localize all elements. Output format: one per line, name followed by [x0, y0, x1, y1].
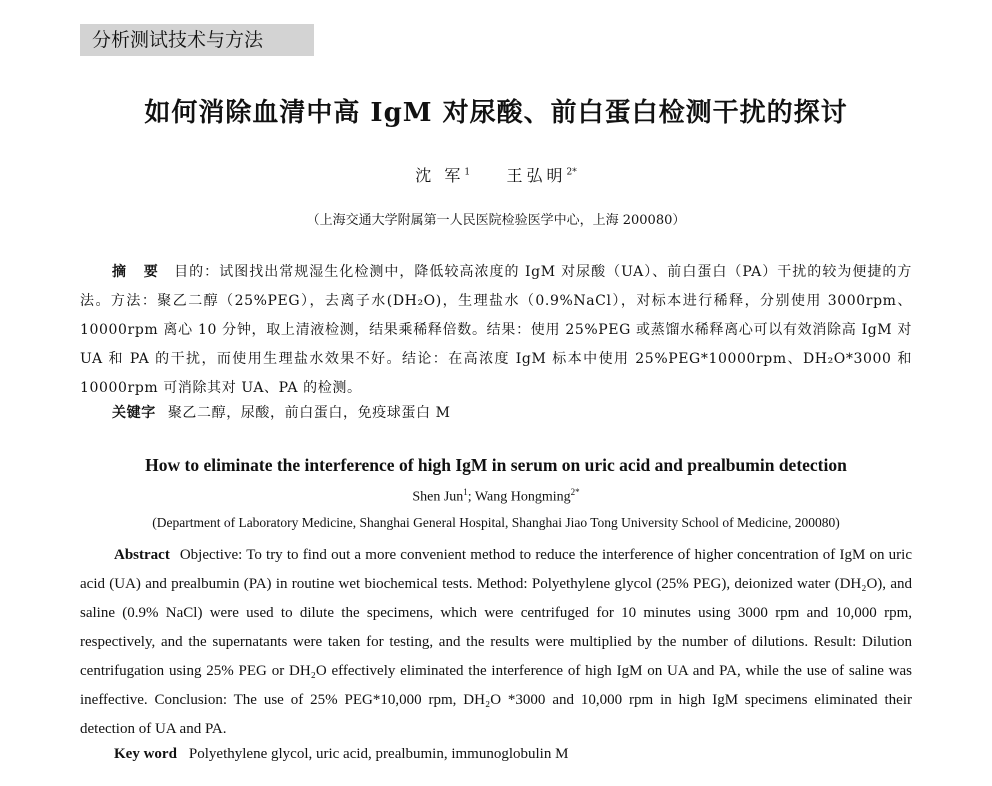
author-name: ; Wang Hongming	[467, 489, 571, 505]
keywords-label-cn: 关键字	[112, 405, 156, 421]
affiliation-cn: （上海交通大学附属第一人民医院检验医学中心，上海 200080）	[306, 213, 686, 228]
section-tag: 分析测试技术与方法	[80, 24, 314, 56]
paper-title-en: How to eliminate the interference of high IgM in serum on uric acid and prealbumin detection	[145, 455, 847, 475]
abstract-en	[80, 541, 912, 744]
author-affiliation-mark: 2*	[570, 487, 580, 497]
paper-title-cn: 如何消除血清中高 IgM 对尿酸、前白蛋白检测干扰的探讨	[144, 98, 848, 128]
keywords-text-en: Polyethylene glycol, uric acid, prealbumin, immunoglobulin M	[188, 746, 569, 762]
keywords-text-cn: 聚乙二醇，尿酸，前白蛋白，免疫球蛋白 M	[167, 405, 451, 421]
affiliation-en: (Department of Laboratory Medicine, Shanghai General Hospital, Shanghai Jiao Tong University School of Medicine, 200080)	[152, 515, 840, 530]
abstract-text-en: Objective: To try to find out a more convenient method to reduce the interference of higher concentration of IgM on uric acid (UA) and prealbumin (PA) in routine wet biochemical tests. Method: Polyethylene glycol (25% PEG), deionized water (DH₂O), and saline (0.9% NaCl) were used to dilute the specimens, which were centrifuged for 10 minutes using 3000 rpm and 10,000 rpm, respectively, and the supernatants were taken for testing, and the results were multiplied by the number of dilutions. Result: Dilution centrifugation using 25% PEG or DH₂O effectively eliminated the interference of high IgM on UA and PA, while the use of saline was ineffective. Conclusion: The use of 25% PEG*10,000 rpm, DH₂O *3000 and 10,000 rpm in high IgM specimens eliminated their detection of UA and PA.	[80, 547, 912, 737]
author-name: Shen Jun	[412, 489, 464, 505]
keywords-cn	[112, 402, 912, 422]
author-name: 沈 军	[415, 166, 465, 185]
keywords-en	[114, 746, 914, 763]
author-affiliation-mark: 1	[463, 487, 468, 497]
keywords-label-en: Key word	[114, 746, 177, 762]
abstract-cn	[80, 258, 912, 403]
author-affiliation-mark: 1	[464, 167, 471, 178]
abstract-label-cn: 摘 要	[112, 264, 165, 280]
abstract-text-cn: 目的：试图找出常规湿生化检测中，降低较高浓度的 IgM 对尿酸（UA）、前白蛋白（PA）干扰的较为便捷的方法。方法：聚乙二醇（25%PEG），去离子水(DH₂O)，生理盐水（0.9%NaCl），对标本进行稀释，分别使用 3000rpm、10000rpm 离心 10 分钟，取上清液检测，结果乘稀释倍数。结果：使用 25%PEG 或蒸馏水稀释离心可以有效消除高 IgM 对 UA 和 PA 的干扰，而使用生理盐水效果不好。结论：在高浓度 IgM 标本中使用 25%PEG*10000rpm、DH₂O*3000 和 10000rpm 可消除其对 UA、PA 的检测。	[80, 264, 913, 396]
abstract-label-en: Abstract	[114, 547, 170, 563]
author-affiliation-mark: 2*	[566, 167, 577, 178]
authors-cn	[0, 163, 992, 186]
authors-en	[0, 487, 992, 506]
author-name: 王弘明	[506, 166, 567, 185]
